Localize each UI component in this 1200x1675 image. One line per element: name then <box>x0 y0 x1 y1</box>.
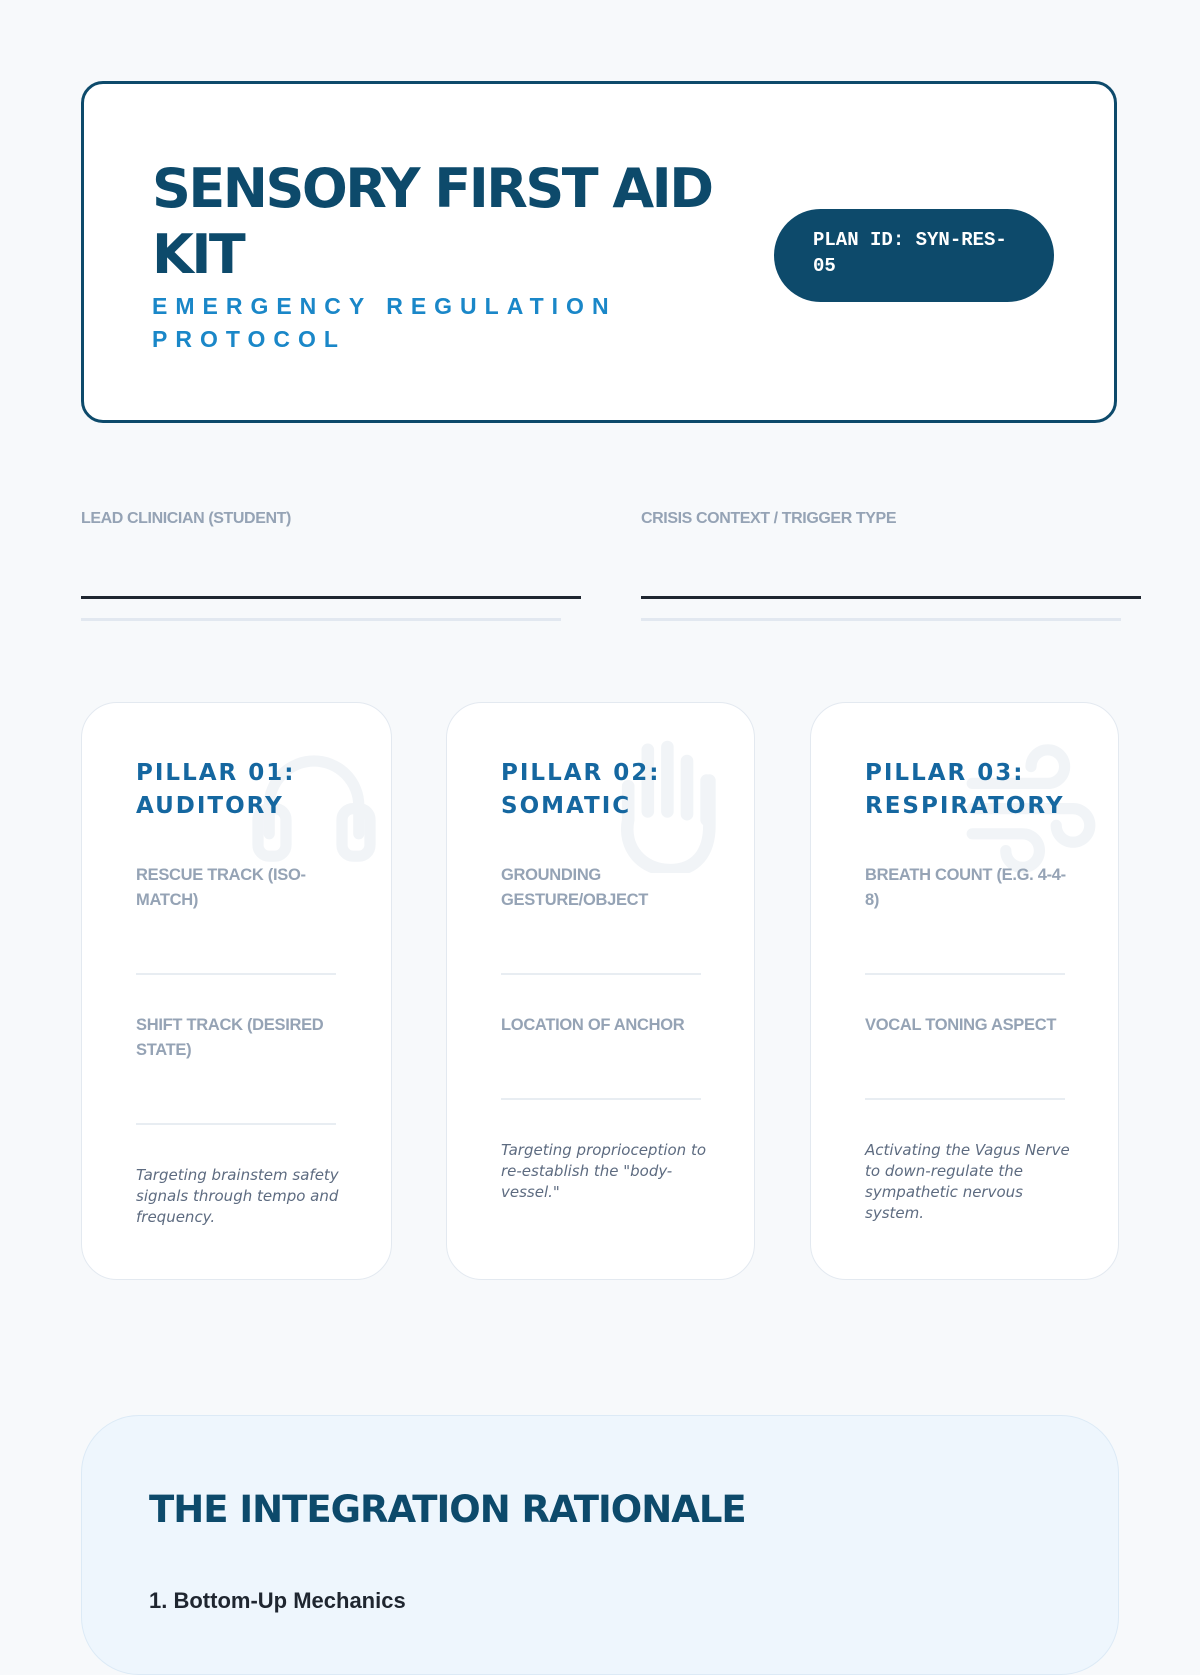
pillar-title: PILLAR 03: RESPIRATORY <box>865 760 1065 819</box>
crisis-context-label: CRISIS CONTEXT / TRIGGER TYPE <box>641 510 897 527</box>
pillar-card-somatic <box>446 702 755 1280</box>
rationale-item: 1. Bottom-Up Mechanics <box>149 1588 406 1613</box>
divider <box>136 1123 336 1125</box>
divider <box>865 973 1065 975</box>
crisis-context-field[interactable] <box>641 572 1141 599</box>
breath-count-label: BREATH COUNT (E.G. 4-4-8) <box>865 866 1066 909</box>
pillar-note: Targeting brainstem safety signals through tempo and frequency. <box>136 1166 339 1226</box>
divider <box>501 973 701 975</box>
plan-id-badge: PLAN ID: SYN-RES-05 <box>774 209 1054 302</box>
grounding-gesture-label: GROUNDING GESTURE/OBJECT <box>501 866 649 909</box>
shift-track-label: SHIFT TRACK (DESIRED STATE) <box>136 1016 324 1059</box>
divider <box>865 1098 1065 1100</box>
vocal-toning-label: VOCAL TONING ASPECT <box>865 1016 1057 1034</box>
header-card <box>81 81 1117 423</box>
lead-clinician-underline <box>81 618 561 621</box>
rationale-title: THE INTEGRATION RATIONALE <box>149 1488 746 1531</box>
page-title: SENSORY FIRST AID KIT <box>152 157 712 286</box>
pillar-note: Activating the Vagus Nerve to down-regulate the sympathetic nervous system. <box>865 1141 1070 1222</box>
rationale-section <box>81 1415 1119 1675</box>
divider <box>501 1098 701 1100</box>
page-subtitle: EMERGENCY REGULATION PROTOCOL <box>152 293 617 352</box>
lead-clinician-field[interactable] <box>81 572 581 599</box>
pillar-title: PILLAR 01: AUDITORY <box>136 760 296 819</box>
pillar-card-auditory <box>81 702 392 1280</box>
lead-clinician-label: LEAD CLINICIAN (STUDENT) <box>81 510 291 527</box>
crisis-context-underline <box>641 618 1121 621</box>
rescue-track-label: RESCUE TRACK (ISO-MATCH) <box>136 866 306 909</box>
pillar-card-respiratory <box>810 702 1119 1280</box>
anchor-location-label: LOCATION OF ANCHOR <box>501 1016 685 1034</box>
pillar-title: PILLAR 02: SOMATIC <box>501 760 661 819</box>
pillar-note: Targeting proprioception to re-establish the "body-vessel." <box>501 1141 706 1201</box>
divider <box>136 973 336 975</box>
